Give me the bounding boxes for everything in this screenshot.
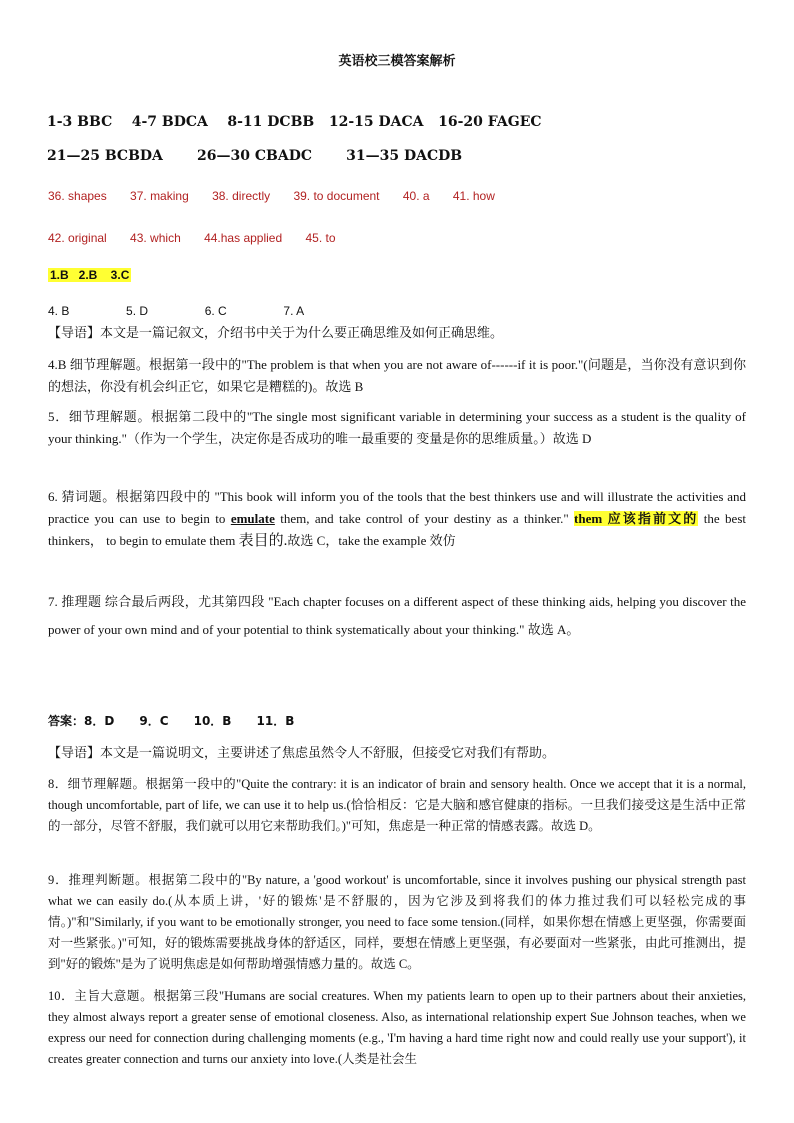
- page-title: 英语校三模答案解析: [338, 54, 456, 69]
- explanation-6-part-d: 故选 C，take the example 效仿: [287, 533, 456, 548]
- explanation-4: 4.B 细节理解题。根据第一段中的"The problem is that when you are not aware of------if it is poor."(问题是，当你没有意识到你的想法，你没有机会纠正它，如果它是糟糕的)。故选 B: [48, 357, 746, 394]
- explanation-7: 7. 推理题 综合最后两段，尤其第四段 "Each chapter focuses on a different aspect of these thinking aids, helping you discover the power of your own mind and of your potential to think systematically about your thinking." 故选 A。: [48, 594, 746, 637]
- explanation-5: 5．细节理解题。根据第二段中的"The single most significant variable in determining your success as a student is the quality of your thinking."（作为一个学生，决定你是否成功的唯一最重要的 变量是你的思维质量。）故选 D: [48, 409, 746, 446]
- answers-line-2: 21—25 BCBDA 26—30 CBADC 31—35 DACDB: [47, 148, 463, 164]
- explanation-9: 9．推理判断题。根据第二段中的"By nature, a 'good workout' is uncomfortable, since it involves pushing our physical strength past what we can easily do.(从本质上讲，'好的锻炼'是不舒服的，因为它涉及到将我们的体力推过我们可以轻松完成的事情。)"和"Similarly, if you want to be emotionally stronger, you need to face some tension.(同样，如果你想在情感上更坚强，你需要面对一些紧张。)"可知，好的锻炼需要挑战身体的舒适区，同样，要想在情感上更坚强，有必要面对一些紧张，由此可推测出，提到"好的锻炼"是为了说明焦虑是如何帮助增强情感力量的。故选 C。: [48, 873, 746, 971]
- them-highlight: them 应该指前文的: [574, 511, 699, 526]
- passage2-guide: 【导语】本文是一篇说明文，主要讲述了焦虑虽然令人不舒服，但接受它对我们有帮助。: [48, 745, 556, 760]
- answers-line-1: 1-3 BBC 4-7 BDCA 8-11 DCBB 12-15 DACA 16-20 FAGEC: [47, 114, 542, 130]
- explanation-6-emphasis: 表目的.: [238, 533, 288, 549]
- explanation-10: 10．主旨大意题。根据第三段"Humans are social creatures. When my patients learn to open up to their partners about their anxieties, they almost always report a greater sense of emotional closeness. Also, as international relationship expert Sue Johnson teaches, when we express our need for connection during challenging moments (e.g., 'I'm having a hard time right now and could really use your support'), it creates greater connection and turns our anxiety into love.(人类是社会生: [48, 989, 746, 1066]
- explanation-8: 8．细节理解题。根据第一段中的"Quite the contrary: it is an indicator of brain and sensory health. Once we accept that it is a normal, though uncomfortable, part of life, we can use it to help us.(恰恰相反：它是大脑和感官健康的指标。一旦我们接受这是生活中正常的一部分，尽管不舒服，我们就可以用它来帮助我们。)"可知，焦虑是一种正常的情感表露。故选 D。: [48, 777, 746, 833]
- highlighted-answers: 1.B 2.B 3.C: [50, 268, 130, 282]
- explanation-6: [48, 486, 746, 552]
- fill-answers-line-1: 36. shapes 37. making 38. directly 39. to document 40. a 41. how: [48, 189, 495, 203]
- passage1-guide: 【导语】本文是一篇记叙文，介绍书中关于为什么要正确思维及如何正确思维。: [48, 325, 504, 340]
- emulate-word: emulate: [230, 511, 275, 526]
- fill-answers-line-2: 42. original 43. which 44.has applied 45. to: [48, 231, 336, 245]
- explanation-6-part-c: the best thinkers， to begin to emulate them: [48, 511, 746, 548]
- answers-8-11: 答案：8．D 9．C 10．B 11．B: [48, 714, 295, 728]
- answers-4-7: 4. B 5. D 6. C 7. A: [48, 304, 305, 318]
- explanation-6-part-a: 6. 猜词题。根据第四段中的 "This book will inform you of the tools that the best thinkers use and will illustrate the activities and practice you can use to begin to: [48, 489, 746, 526]
- explanation-6-part-b: them, and take control of your destiny as a thinker.": [274, 511, 575, 526]
